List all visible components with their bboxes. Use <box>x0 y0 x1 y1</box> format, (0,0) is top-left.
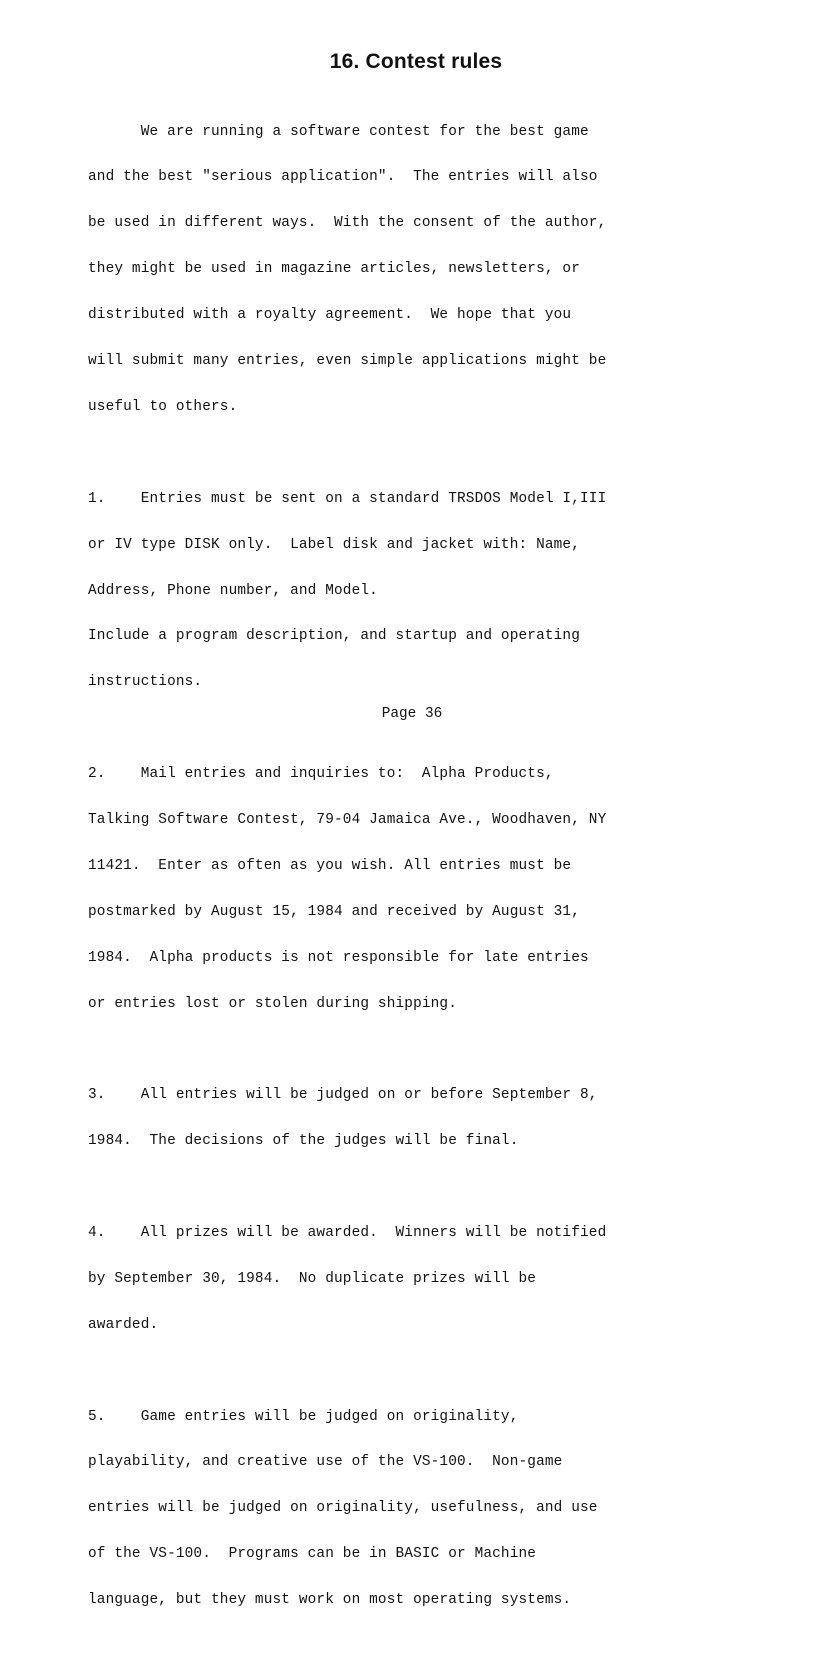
text-line: entries will be judged on originality, usefulness, and use <box>88 1500 598 1517</box>
text-line: language, but they must work on most operating systems. <box>88 1592 572 1609</box>
text-line: Talking Software Contest, 79-04 Jamaica Ave., Woodhaven, NY <box>88 811 607 828</box>
text-line: 5. Game entries will be judged on originality, <box>88 1408 519 1425</box>
text-line: 11421. Enter as often as you wish. All entries must be <box>88 857 572 874</box>
page-number: Page 36 <box>381 706 443 722</box>
text-line: they might be used in magazine articles, newsletters, or <box>88 261 581 278</box>
text-line: or IV type DISK only. Label disk and jacket with: Name, <box>88 536 581 553</box>
text-line: distributed with a royalty agreement. We hope that you <box>88 307 572 324</box>
rule-3-paragraph <box>88 1058 778 1180</box>
text-line: and the best "serious application". The entries will also <box>88 169 598 186</box>
text-line: 1. Entries must be sent on a standard TRSDOS Model I,III <box>88 490 607 507</box>
rule-5-paragraph <box>88 1379 778 1639</box>
text-line: instructions. <box>88 674 203 691</box>
text-line: We are running a software contest for the best game <box>88 123 589 140</box>
text-line: 3. All entries will be judged on or before September 8, <box>88 1087 598 1104</box>
text-line: or entries lost or stolen during shipping. <box>88 995 458 1012</box>
text-line: 2. Mail entries and inquiries to: Alpha Products, <box>88 766 554 783</box>
intro-paragraph <box>88 94 778 446</box>
text-line: by September 30, 1984. No duplicate prizes will be <box>88 1270 537 1287</box>
rule-1-paragraph <box>88 461 778 721</box>
text-line: playability, and creative use of the VS-100. Non-game <box>88 1454 563 1471</box>
text-line: 1984. The decisions of the judges will be final. <box>88 1133 519 1150</box>
text-line: 4. All prizes will be awarded. Winners will be notified <box>88 1224 607 1241</box>
text-line: be used in different ways. With the consent of the author, <box>88 215 607 232</box>
text-line: of the VS-100. Programs can be in BASIC or Machine <box>88 1546 537 1563</box>
text-line: useful to others. <box>88 398 238 415</box>
page-title: 16. Contest rules <box>329 50 503 73</box>
text-line: Include a program description, and startup and operating <box>88 628 581 645</box>
text-line: awarded. <box>88 1316 159 1333</box>
rule-2-paragraph <box>88 736 778 1042</box>
document-body <box>88 94 778 1654</box>
text-line: will submit many entries, even simple applications might be <box>88 353 607 370</box>
rule-4-paragraph <box>88 1195 778 1363</box>
text-line: postmarked by August 15, 1984 and received by August 31, <box>88 903 581 920</box>
text-line: 1984. Alpha products is not responsible for late entries <box>88 949 589 966</box>
text-line: Address, Phone number, and Model. <box>88 582 378 599</box>
